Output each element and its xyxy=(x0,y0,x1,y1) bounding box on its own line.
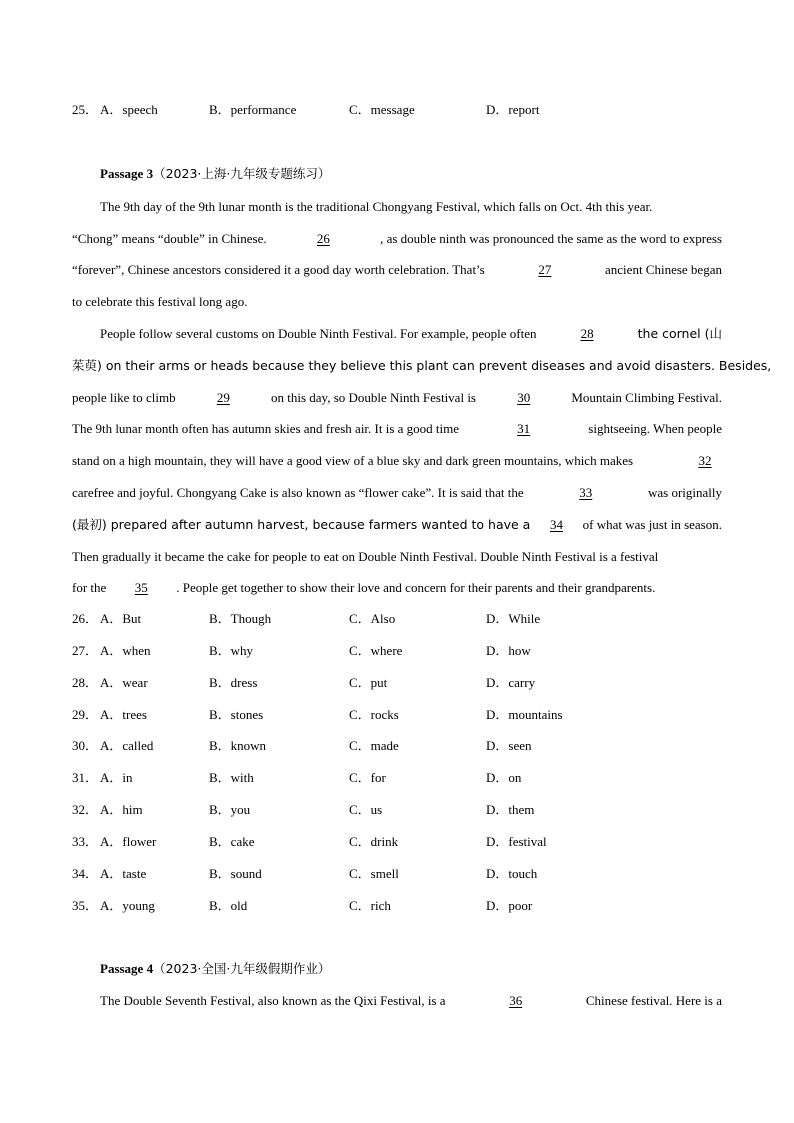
question-34-options xyxy=(72,864,732,884)
passage-source: （2023·全国·九年级假期作业） xyxy=(153,961,331,976)
passage-line: The 9th lunar month often has autumn skies and fresh air. It is a good time 31 sightseeing. When people xyxy=(72,418,722,440)
option-c[interactable]: C．where xyxy=(349,643,403,658)
option-b[interactable]: B．dress xyxy=(209,675,258,690)
blank-33[interactable]: 33 xyxy=(579,485,593,500)
option-a[interactable]: A．in xyxy=(100,770,133,785)
question-26-options xyxy=(72,609,732,629)
option-c[interactable]: C．smell xyxy=(349,866,399,881)
option-d[interactable]: D．on xyxy=(486,770,522,785)
blank-26[interactable]: 26 xyxy=(316,231,330,246)
option-c[interactable]: C．put xyxy=(349,675,388,690)
option-a[interactable]: A．when xyxy=(100,643,151,658)
blank-36[interactable]: 36 xyxy=(509,993,523,1008)
passage-title: Passage 4 xyxy=(100,961,154,976)
passage-line: “Chong” means “double” in Chinese. 26 , as double ninth was pronounced the same as the word to express xyxy=(72,228,722,250)
blank-27[interactable]: 27 xyxy=(538,262,552,277)
option-b[interactable]: B．sound xyxy=(209,866,262,881)
blank-32[interactable]: 32 xyxy=(698,453,712,468)
option-c[interactable]: C．for xyxy=(349,770,386,785)
option-b[interactable]: B．stones xyxy=(209,707,264,722)
option-a[interactable]: A．But xyxy=(100,611,142,626)
question-number: 31． xyxy=(72,770,99,785)
option-c[interactable]: C．us xyxy=(349,802,383,817)
option-c[interactable]: C．Also xyxy=(349,611,396,626)
question-30-options xyxy=(72,736,732,756)
blank-34[interactable]: 34 xyxy=(549,517,563,532)
option-d[interactable]: D．mountains xyxy=(486,707,563,722)
passage-line: stand on a high mountain, they will have a good view of a blue sky and dark green mountains, which makes 32 xyxy=(72,450,722,472)
option-b[interactable]: B．you xyxy=(209,802,251,817)
passage-line: The 9th day of the 9th lunar month is the traditional Chongyang Festival, which falls on Oct. 4th this year. xyxy=(100,199,653,214)
question-31-options xyxy=(72,768,732,788)
question-number: 33． xyxy=(72,834,99,849)
option-c[interactable]: C．rich xyxy=(349,898,391,913)
option-d[interactable]: D．them xyxy=(486,802,535,817)
blank-35[interactable]: 35 xyxy=(134,580,148,595)
option-b[interactable]: B．old xyxy=(209,898,248,913)
question-27-options xyxy=(72,641,732,661)
passage-line: People follow several customs on Double Ninth Festival. For example, people often 28 the cornel (山 xyxy=(100,323,722,345)
passage-source: （2023·上海·九年级专题练习） xyxy=(153,166,331,181)
option-b[interactable]: B．with xyxy=(209,770,254,785)
option-a[interactable]: A．trees xyxy=(100,707,147,722)
passage-title: Passage 3 xyxy=(100,166,154,181)
option-d[interactable]: D．seen xyxy=(486,738,532,753)
question-number: 25． xyxy=(72,102,99,117)
question-number: 26． xyxy=(72,611,99,626)
question-number: 35． xyxy=(72,898,99,913)
question-number: 28． xyxy=(72,675,99,690)
option-b: B．performance xyxy=(209,102,297,117)
option-d[interactable]: D．how xyxy=(486,643,531,658)
question-28-options xyxy=(72,673,732,693)
blank-30[interactable]: 30 xyxy=(517,390,531,405)
passage-line: carefree and joyful. Chongyang Cake is also known as “flower cake”. It is said that the 33 was originally xyxy=(72,482,722,504)
question-35-options xyxy=(72,896,732,916)
option-c[interactable]: C．rocks xyxy=(349,707,399,722)
passage-line: “forever”, Chinese ancestors considered it a good day worth celebration. That’s 27 ancient Chinese began xyxy=(72,259,722,281)
option-d: D．report xyxy=(486,102,540,117)
question-33-options xyxy=(72,832,732,852)
option-b[interactable]: B．known xyxy=(209,738,267,753)
passage-line: The Double Seventh Festival, also known as the Qixi Festival, is a 36 Chinese festival. Here is a xyxy=(100,990,722,1012)
option-d[interactable]: D．poor xyxy=(486,898,533,913)
passage-line: Then gradually it became the cake for people to eat on Double Ninth Festival. Double Ninth Festival is a festival xyxy=(72,549,659,564)
option-a[interactable]: A．called xyxy=(100,738,154,753)
blank-29[interactable]: 29 xyxy=(216,390,230,405)
question-number: 30． xyxy=(72,738,99,753)
option-d[interactable]: D．touch xyxy=(486,866,538,881)
question-number: 29． xyxy=(72,707,99,722)
passage-line: (最初) prepared after autumn harvest, because farmers wanted to have a 34 of what was just in season. xyxy=(72,514,722,536)
blank-31[interactable]: 31 xyxy=(517,421,531,436)
question-25-options xyxy=(72,100,732,120)
option-b[interactable]: B．Though xyxy=(209,611,272,626)
passage-line: to celebrate this festival long ago. xyxy=(72,294,248,309)
blank-28[interactable]: 28 xyxy=(580,326,594,341)
option-a[interactable]: A．taste xyxy=(100,866,147,881)
question-number: 32． xyxy=(72,802,99,817)
passage-line: people like to climb 29 on this day, so Double Ninth Festival is 30 Mountain Climbing Festival. xyxy=(72,387,722,409)
option-a[interactable]: A．him xyxy=(100,802,143,817)
option-d[interactable]: D．While xyxy=(486,611,541,626)
option-c[interactable]: C．drink xyxy=(349,834,399,849)
option-d[interactable]: D．festival xyxy=(486,834,547,849)
passage-line: for the 35 . People get together to show their love and concern for their parents and their grandparents. xyxy=(72,577,722,599)
option-c: C．message xyxy=(349,102,415,117)
option-b[interactable]: B．cake xyxy=(209,834,255,849)
passage-3-heading xyxy=(100,164,330,184)
question-29-options xyxy=(72,705,732,725)
option-a: A．speech xyxy=(100,102,158,117)
question-32-options xyxy=(72,800,732,820)
passage-line: 茱萸) on their arms or heads because they believe this plant can prevent diseases and avoid disasters. Besides, xyxy=(72,358,772,373)
question-number: 27． xyxy=(72,643,99,658)
option-a[interactable]: A．flower xyxy=(100,834,157,849)
passage-4-heading xyxy=(100,959,330,979)
option-b[interactable]: B．why xyxy=(209,643,254,658)
option-d[interactable]: D．carry xyxy=(486,675,536,690)
option-c[interactable]: C．made xyxy=(349,738,399,753)
option-a[interactable]: A．young xyxy=(100,898,155,913)
question-number: 34． xyxy=(72,866,99,881)
option-a[interactable]: A．wear xyxy=(100,675,148,690)
